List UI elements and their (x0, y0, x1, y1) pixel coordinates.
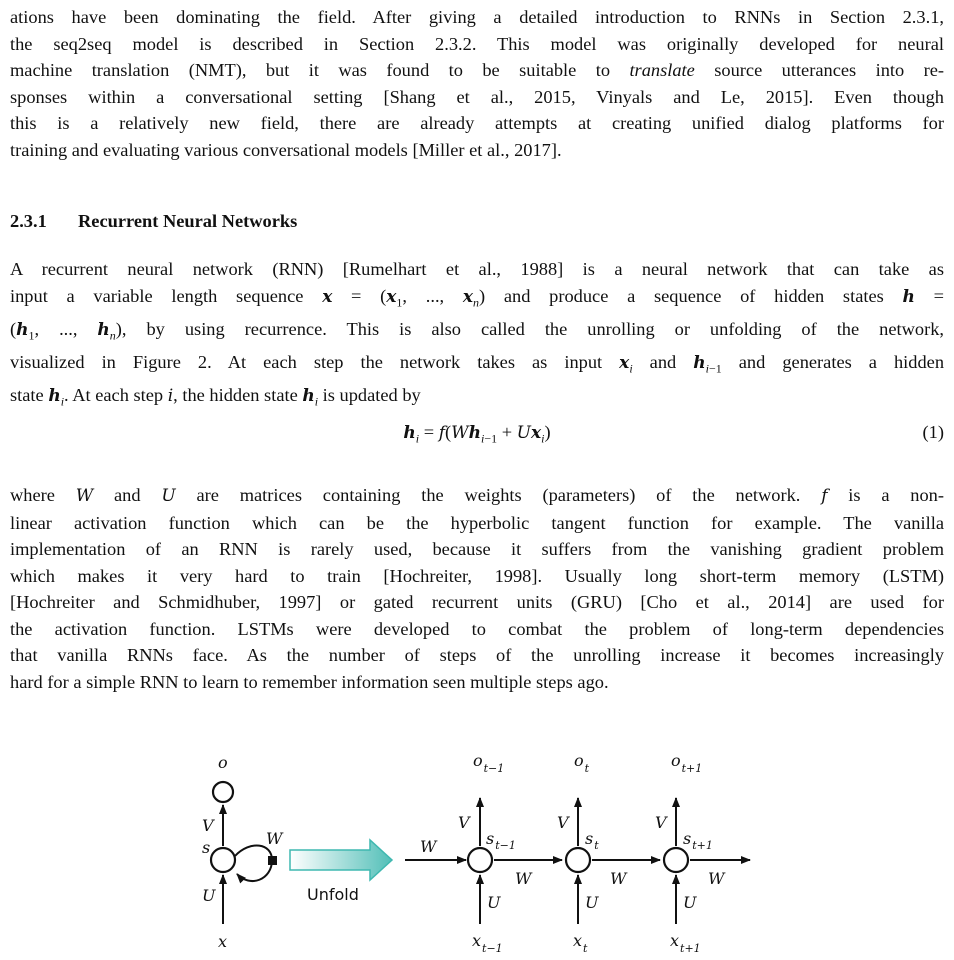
equation-body: $h_i = f(Wh_{i-1} + Ux_i)$ (403, 422, 551, 446)
w-label: W (266, 829, 283, 848)
text-line: which makes it very hard to train [Hochreiter, 1998]. Usually long short-term memory (LSTM) (10, 565, 944, 586)
step-t-plus-1 (655, 751, 713, 955)
recurrent-loop (235, 845, 272, 881)
section-number: 2.3.1 (10, 211, 47, 231)
u-label: U (585, 893, 599, 912)
state-label: $s_{t+1}$ (683, 829, 713, 852)
text-line: the seq2seq model is described in Section 2.3.2. This model was originally developed for neural (10, 33, 944, 54)
output-label: o (218, 753, 228, 772)
input-label: $x_{t+1}$ (670, 931, 701, 955)
text-line: the activation function. LSTMs were developed to combat the problem of long-term dependencies (10, 618, 944, 639)
text-line: sponses within a conversational setting [Shang et al., 2015, Vinyals and Le, 2015]. Even though (10, 86, 944, 107)
state-node (211, 848, 235, 872)
state-node (566, 848, 590, 872)
text-line: A recurrent neural network (RNN) [Rumelhart et al., 1988] is a neural network that can take as (10, 259, 944, 279)
w-label-in: W (420, 837, 437, 856)
text-line: state $h_i$. At each step i, the hidden state $h_i$ is updated by (10, 385, 421, 409)
text-line: machine translation (NMT), but it was found to be suitable to translate source utterances into re- (10, 60, 945, 80)
unfold-label: Unfold (307, 885, 359, 904)
text-line: implementation of an RNN is rarely used, because it suffers from the vanishing gradient problem (10, 539, 944, 559)
output-label: $o_{t+1}$ (671, 751, 703, 775)
equation-number: (1) (922, 422, 944, 442)
state-label: $s_{t-1}$ (486, 829, 516, 852)
output-node (213, 782, 233, 802)
output-label: $o_{t-1}$ (473, 751, 505, 775)
activation-paragraph (10, 482, 944, 695)
equation-1 (10, 422, 944, 452)
unfold-arrow-shape (290, 840, 392, 880)
v-label: V (458, 813, 470, 832)
step-t (557, 751, 599, 955)
text-line: hard for a simple RNN to learn to remember information seen multiple steps ago. (10, 671, 609, 692)
state-node (468, 848, 492, 872)
input-label: $x_{t-1}$ (472, 931, 503, 955)
text-line: linear activation function which can be the hyperbolic tangent function for example. The vanilla (10, 512, 944, 533)
w-label-out: W (708, 869, 725, 888)
text-line: where W and U are matrices containing the weights (parameters) of the network. f is a non- (10, 485, 944, 506)
unfold-arrow (290, 840, 392, 904)
step-t-1 (458, 751, 516, 955)
delay-square (268, 856, 277, 865)
text-line: that vanilla RNNs face. As the number of steps of the unrolling increase it becomes increasingly (10, 645, 944, 665)
u-label: U (202, 886, 216, 905)
w-label: W (515, 869, 532, 888)
state-label: $s_t$ (585, 829, 599, 852)
text-line: input a variable length sequence $x = (x_1$, ..., $x_n$) and produce a sequence of hidden states h = (10, 285, 944, 310)
state-label: s (202, 838, 211, 857)
text-line: [Hochreiter and Schmidhuber, 1997] or gated recurrent units (GRU) [Cho et al., 2014] are used for (10, 592, 944, 612)
rnn-paragraph (10, 256, 944, 415)
text-line: training and evaluating various conversational models [Miller et al., 2017]. (10, 139, 562, 160)
section-heading (10, 211, 297, 232)
text-line: ations have been dominating the field. After giving a detailed introduction to RNNs in Section 2.3.1, (10, 7, 944, 27)
w-label: W (610, 869, 627, 888)
v-label: V (655, 813, 667, 832)
output-label: $o_t$ (574, 751, 590, 775)
input-label: $x_t$ (573, 931, 588, 955)
rnn-unfold-figure (190, 738, 770, 960)
v-label: V (202, 816, 214, 835)
input-label: x (218, 932, 228, 951)
text-line: visualized in Figure 2. At each step the network takes as input $x_i$ and $h_{i-1}$ and generates a hidden (10, 351, 945, 376)
unfolded-rnn (405, 751, 750, 955)
text-line: ($h_1$, ..., $h_n$), by using recurrence. This is also called the unrolling or unfolding of the network, (10, 318, 944, 343)
folded-rnn (202, 753, 284, 951)
u-label: U (683, 893, 697, 912)
text-line: this is a relatively new field, there are already attempts at creating unified dialog platforms for (10, 113, 944, 133)
u-label: U (487, 893, 501, 912)
section-title: Recurrent Neural Networks (78, 211, 298, 231)
state-node (664, 848, 688, 872)
v-label: V (557, 813, 569, 832)
intro-paragraph (10, 4, 944, 163)
